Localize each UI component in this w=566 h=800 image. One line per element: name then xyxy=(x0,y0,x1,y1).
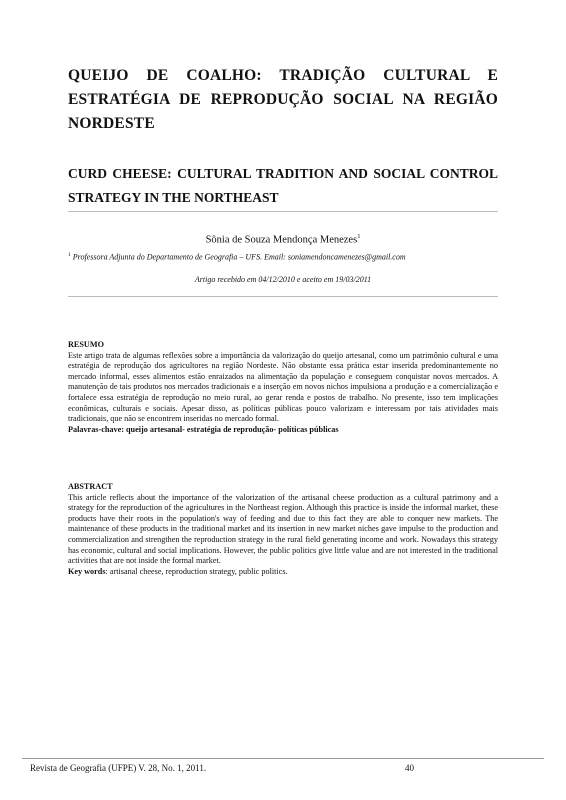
affiliation-mark: 1 xyxy=(68,252,71,258)
resumo-body: Este artigo trata de algumas reflexões sobre a importância da valorização do queijo artesanal, como um patrimônio cultural e uma estratégia de reprodução dos agricultores na região Nordeste. Não obstante essa prática estar inserida predominantemente no mercado informal, esses alimentos estão enraizados na alimentação da população e conseguem conquistar novos mercados. A manutenção de tais produtos nos mercados tradicionais e a inserção em novos nichos impulsiona a produção e a comercialização e fortalece essa estratégia de reprodução no meio rural, ao gerar renda e postos de trabalho. No presente, isso tem implicações econômicas, culturais e sociais. Apesar disso, as políticas públicas pouco valorizam e interessam por tais atividades mais tradicionais, que não se encontrem inseridas no mercado formal. xyxy=(68,350,498,424)
title-portuguese: QUEIJO DE COALHO: TRADIÇÃO CULTURAL E ESTRATÉGIA DE REPRODUÇÃO SOCIAL NA REGIÃO NORDESTE xyxy=(68,67,498,132)
abstract-heading: ABSTRACT xyxy=(68,482,113,491)
title-english: CURD CHEESE: CULTURAL TRADITION AND SOCIAL CONTROL STRATEGY IN THE NORTHEAST xyxy=(68,166,498,205)
resumo-section xyxy=(68,340,498,435)
keywords-text: : artisanal cheese, reproduction strategy, public politics. xyxy=(105,566,288,576)
author-name: Sônia de Souza Mendonça Menezes xyxy=(205,234,358,246)
resumo-keywords xyxy=(68,425,498,436)
abstract-body: This article reflects about the importance of the valorization of the artisanal cheese production as a cultural patrimony and a strategy for the reproduction of the agricultures in the Northeast region. Although this practice is inside the informal market, these products have their roots in the population's way of feeding and due to this fact they are able to conquer new markets. The maintenance of these products in the traditional market and its insertion in new market niches gave impulse to the production and commercialization and strengthen the reproduction strategy in the rural field generating income and work. Nowadays this strategy has economic, cultural and social implications. However, the public politics give little value and are not interested in the traditional activities that are not inside the formal market. xyxy=(68,492,498,566)
abstract-keywords xyxy=(68,567,498,578)
abstract-section xyxy=(68,482,498,577)
affiliation xyxy=(68,252,498,262)
affiliation-text: Professora Adjunta do Departamento de Geografia – UFS. Email: soniamendoncamenezes@gmail.com xyxy=(70,252,406,262)
received-date: Artigo recebido em 04/12/2010 e aceito em 19/03/2011 xyxy=(194,275,372,284)
separator-rule xyxy=(68,296,498,297)
keywords-label: Key words xyxy=(68,566,106,576)
resumo-heading: RESUMO xyxy=(68,340,104,349)
keywords-label: Palavras-chave: xyxy=(68,424,124,434)
author-line xyxy=(68,233,498,246)
keywords-text: queijo artesanal- estratégia de reprodução- políticas públicas xyxy=(123,424,339,434)
separator-rule xyxy=(68,211,498,212)
page-number: 40 xyxy=(405,763,414,773)
page-footer xyxy=(22,758,544,773)
author-footnote-mark: 1 xyxy=(357,233,361,240)
journal-citation: Revista de Geografia (UFPE) V. 28, No. 1, 2011. xyxy=(30,763,207,773)
